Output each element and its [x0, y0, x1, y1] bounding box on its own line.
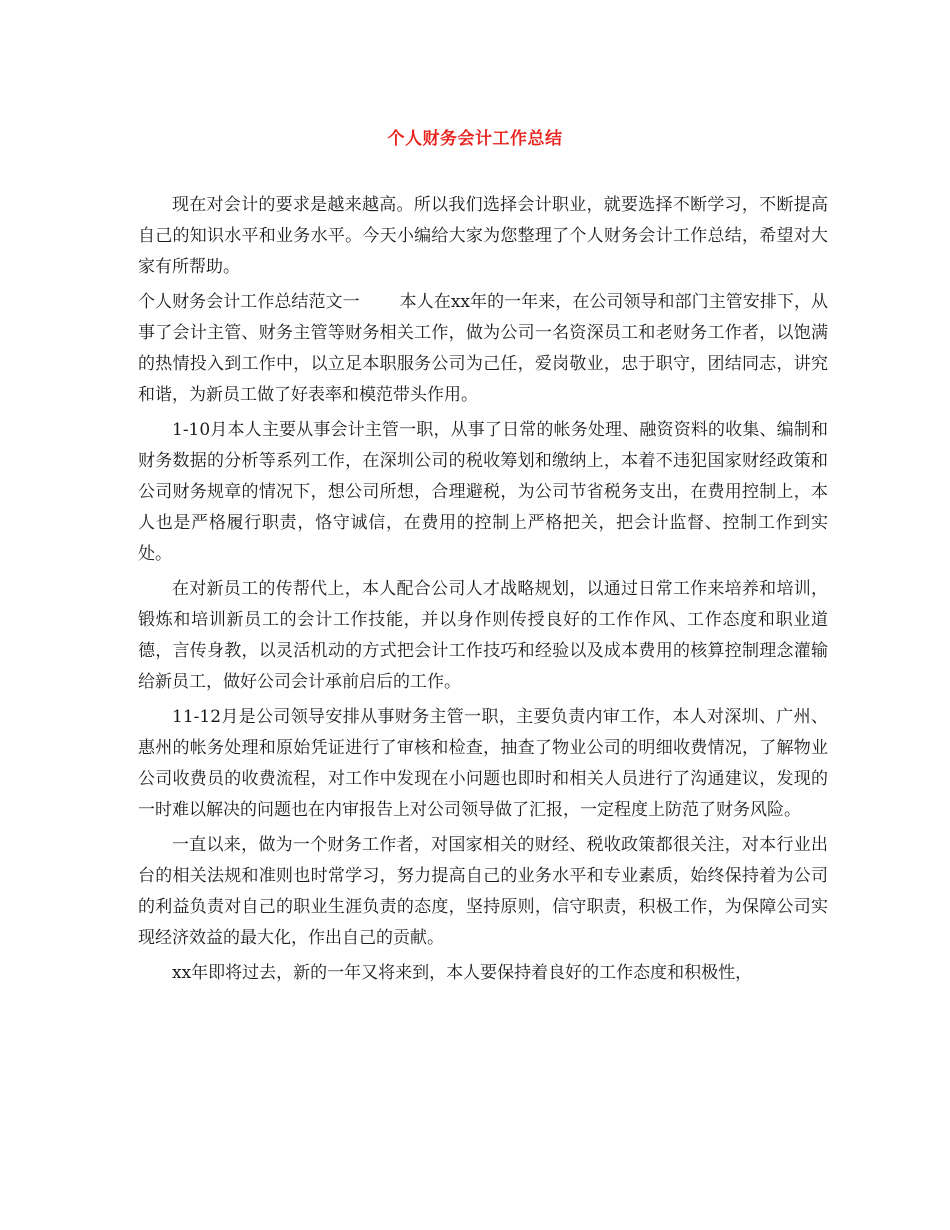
document-title: 个人财务会计工作总结: [387, 129, 563, 149]
body-paragraph: 一直以来，做为一个财务工作者，对国家相关的财经、税收政策都很关注，对本行业出台的相关法规和准则也时常学习，努力提高自己的业务水平和专业素质，始终保持着为公司的利益负责对自己的职业生涯负责的态度，坚持原则，信守职责，积极工作，为保障公司实现经济效益的最大化，作出自己的贡献。: [138, 835, 828, 948]
body-paragraph: 11-12月是公司领导安排从事财务主管一职，主要负责内审工作，本人对深圳、广州、惠州的帐务处理和原始凭证进行了审核和检查，抽查了物业公司的明细收费情况，了解物业公司收费员的收费流程，对工作中发现在小问题也即时和相关人员进行了沟通建议，发现的一时难以解决的问题也在内审报告上对公司领导做了汇报，一定程度上防范了财务风险。: [138, 707, 828, 820]
section-paragraph: [138, 287, 828, 411]
body-paragraph: xx年即将过去，新的一年又将来到，本人要保持着良好的工作态度和积极性，: [172, 963, 753, 983]
section-lead: 本人在xx年的一年来，在公司领导和部门主管安排下，从事了会计主管、财务主管等财务相关工作，做为公司一名资深员工和老财务工作者，以饱满的热情投入到工作中，以立足本职服务公司为己任，爱岗敬业，忠于职守，团结同志，讲究和谐，为新员工做了好表率和模范带头作用。: [138, 292, 828, 405]
document-body: [138, 190, 828, 993]
section-heading: 个人财务会计工作总结范文一: [138, 292, 360, 312]
intro-paragraph: 现在对会计的要求是越来越高。所以我们选择会计职业，就要选择不断学习，不断提高自己的知识水平和业务水平。今天小编给大家为您整理了个人财务会计工作总结，希望对大家有所帮助。: [138, 195, 828, 277]
body-paragraph: 1-10月本人主要从事会计主管一职，从事了日常的帐务处理、融资资料的收集、编制和财务数据的分析等系列工作，在深圳公司的税收筹划和缴纳上，本着不违犯国家财经政策和公司财务规章的情况下，想公司所想，合理避税，为公司节省税务支出，在费用控制上，本人也是严格履行职责，恪守诚信，在费用的控制上严格把关，把会计监督、控制工作到实处。: [138, 420, 828, 564]
body-paragraph: 在对新员工的传帮代上，本人配合公司人才战略规划，以通过日常工作来培养和培训，锻炼和培训新员工的会计工作技能，并以身作则传授良好的工作作风、工作态度和职业道德，言传身教，以灵活机动的方式把会计工作技巧和经验以及成本费用的核算控制理念灌输给新员工，做好公司会计承前启后的工作。: [138, 579, 828, 692]
